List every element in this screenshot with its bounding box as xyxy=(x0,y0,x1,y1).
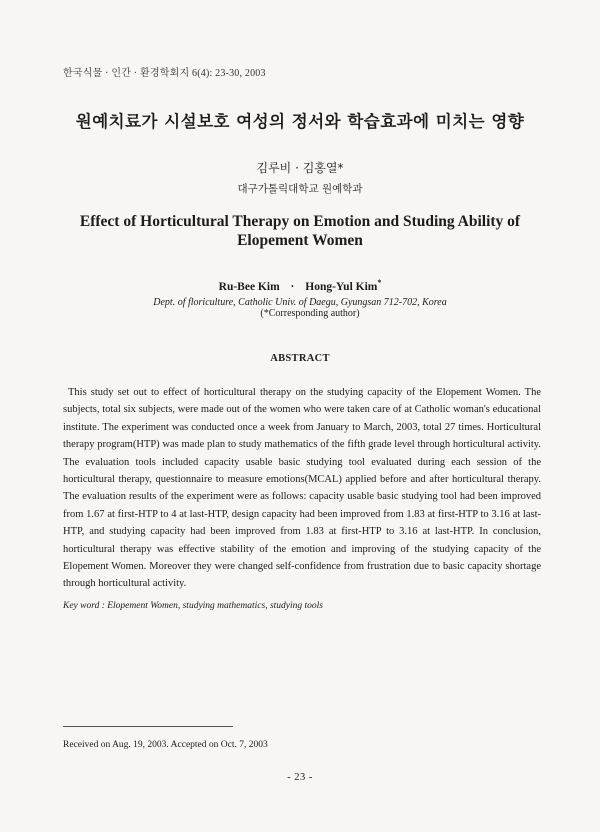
corresponding-author-note: (*Corresponding author) xyxy=(260,308,360,319)
author-2: Hong-Yul Kim xyxy=(305,280,378,293)
korean-authors: 김루비 · 김홍열* xyxy=(256,161,344,175)
keywords: Key word : Elopement Women, studying mathematics, studying tools xyxy=(63,601,323,611)
author-separator: · xyxy=(290,280,295,293)
english-title: Effect of Horticultural Therapy on Emotion and Studing Ability of Elopement Women xyxy=(79,213,521,249)
received-note: Received on Aug. 19, 2003. Accepted on Oct. 7, 2003 xyxy=(63,740,268,750)
abstract-body: This study set out to effect of horticultural therapy on the studying capacity of the Elopement Women. The subjects, total six subjects, were made out of the women who were taken care of at Catholic woman's educational institute. The experiment was conducted once a week from January to March, 2003, total 27 times. Horticultural therapy program(HTP) was made plan to study mathematics of the fifth grade level through horticultural activity. The evaluation tools included capacity usable basic studying tool evaluated during each session of the horticultural therapy, questionnaire to measure emotions(MCAL) applied before and after horticultural therapy. The evaluation results of the experiment were as follows: capacity usable basic studying tool had been improved from 1.67 at first-HTP to 4 at last-HTP, design capacity had been improved from 1.83 at first-HTP to 3.16 at last-HTP, and studying capacity had been improved from 1.83 at first-HTP to 3.16 at last-HTP. In conclusion, horticultural therapy was effective stability of the emotion and improving of the studying capacity of the Elopement Women. Moreover they were changed self-confidence from frustration due to basic capacity shortage through horticultural activity. xyxy=(63,387,541,590)
page-number: - 23 - xyxy=(287,772,313,783)
korean-title: 원예치료가 시설보호 여성의 정서와 학습효과에 미치는 영향 xyxy=(75,112,525,131)
english-affiliation: Dept. of floriculture, Catholic Univ. of Daegu, Gyungsan 712-702, Korea xyxy=(153,297,447,308)
abstract-heading: ABSTRACT xyxy=(270,353,330,364)
english-authors xyxy=(0,278,600,293)
author-1: Ru-Bee Kim xyxy=(218,280,280,293)
running-head: 한국식물 · 인간 · 환경학회지 6(4): 23-30, 2003 xyxy=(63,68,266,79)
footnote-divider xyxy=(63,726,233,727)
korean-affiliation: 대구가톨릭대학교 원예학과 xyxy=(237,183,363,195)
corresponding-mark: * xyxy=(377,278,382,287)
